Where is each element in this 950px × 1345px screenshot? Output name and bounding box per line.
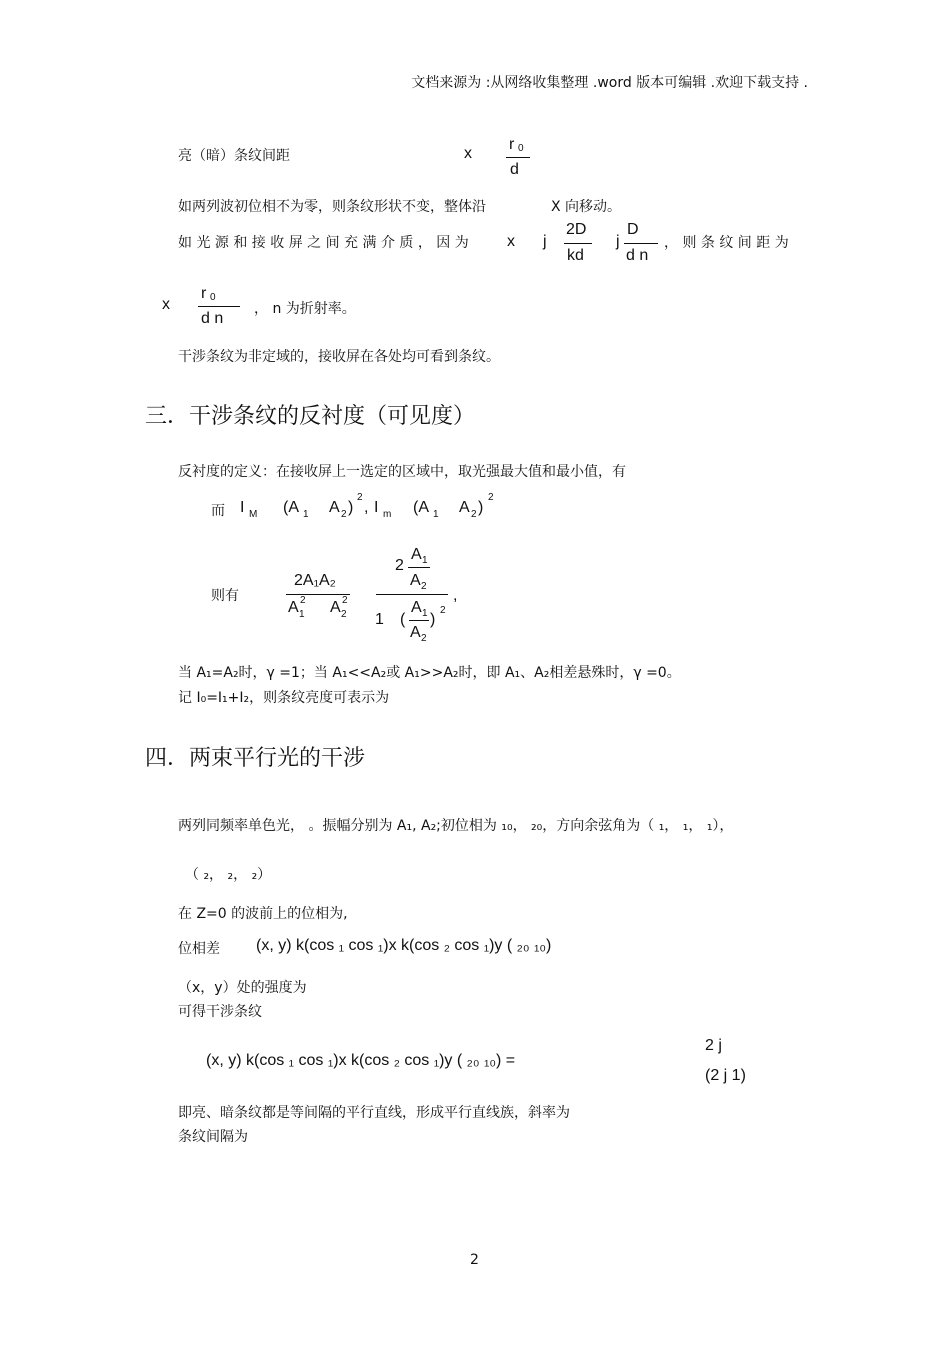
f3-bar xyxy=(198,306,240,307)
phase-diff-label: 位相差 xyxy=(178,941,220,957)
nonlocal-text: 干涉条纹为非定域的，接收屏在各处均可看到条纹。 xyxy=(178,349,500,365)
formula-num-sub: 0 xyxy=(518,143,524,154)
imin-pow: 2 xyxy=(488,492,494,503)
f2-bar2 xyxy=(624,243,658,244)
frac2-A4: A xyxy=(410,624,421,641)
frac1-den-a: A xyxy=(288,599,299,616)
f2-x: x xyxy=(507,233,515,250)
fringe-label: 可得干涉条纹 xyxy=(178,1004,262,1020)
imax-comma: , xyxy=(364,499,369,516)
fringe-eq-right-bottom: (2 j 1) xyxy=(705,1067,746,1084)
f2-num2: D xyxy=(627,221,639,238)
and-label: 而 xyxy=(211,503,225,519)
frac2-one: 1 xyxy=(375,611,384,628)
medium-end: ， 则 条 纹 间 距 为 xyxy=(664,235,789,251)
contrast-definition: 反衬度的定义：在接收屏上一选定的区域中，取光强最大值和最小值，有 xyxy=(178,464,626,480)
frac2-main-bar xyxy=(376,594,448,595)
imax-s2: 2 xyxy=(341,509,347,520)
phase-diff-equation: (x, y) k(cos ₁ cos ₁)x k(cos ₂ cos ₁)y ( ₂₀ ₁₀) xyxy=(256,937,552,954)
imax-I: I xyxy=(240,499,245,516)
z0-text: 在 Z=0 的波前上的位相为, xyxy=(178,906,348,922)
imin-close: ) xyxy=(478,499,484,516)
frac1-den-b-pow: 2 xyxy=(342,595,348,606)
formula-den: d xyxy=(510,161,519,178)
frac1-bar xyxy=(286,594,350,595)
f2-num1: 2D xyxy=(566,221,587,238)
fringe-eq-right-top: 2 j xyxy=(705,1037,722,1054)
section-4-heading: 四．两束平行光的干涉 xyxy=(145,746,366,771)
frac2-lower-bar xyxy=(409,620,429,621)
f3-end: ， n 为折射率。 xyxy=(254,301,356,317)
condition-text: 当 A₁=A₂时，γ =1；当 A₁<<A₂或 A₁>>A₂时，即 A₁、A₂相差悬殊时，γ =0。 xyxy=(178,665,681,681)
frac2-A2: A xyxy=(410,572,421,589)
medium-text: 如 光 源 和 接 收 屏 之 间 充 满 介 质 ， 因 为 xyxy=(178,235,469,251)
frac1-num: 2A₁A₂ xyxy=(294,572,336,589)
frac1-den-a-sub: 1 xyxy=(299,609,305,620)
f3-num-sub: 0 xyxy=(210,292,216,303)
frac2-s2: 2 xyxy=(421,581,427,592)
imin-m: m xyxy=(383,509,392,520)
frac2-A3: A xyxy=(411,599,422,616)
page-header: 文档来源为 :从网络收集整理 .word 版本可编辑 .欢迎下载支持 . xyxy=(411,75,808,91)
fraction-bar xyxy=(506,157,530,158)
frac2-A1: A xyxy=(411,546,422,563)
frac2-s3: 1 xyxy=(422,608,428,619)
section-3-heading: 三．干涉条纹的反衬度（可见度） xyxy=(145,404,476,429)
phase-shift-end: X 向移动。 xyxy=(551,199,622,215)
frac2-comma: , xyxy=(453,587,458,604)
brightness-text: 记 I₀=I₁+I₂，则条纹亮度可表示为 xyxy=(178,690,390,706)
frac2-inner-bar xyxy=(408,567,430,568)
formula-x: x xyxy=(464,145,472,162)
imax-M: M xyxy=(249,509,258,520)
frac2-s1: 1 xyxy=(422,555,428,566)
imin-s4: 2 xyxy=(471,509,477,520)
imax-close: ) xyxy=(348,499,354,516)
waves-intro: 两列同频率单色光， 。振幅分别为 A₁, A₂;初位相为 ₁₀， ₂₀，方向余弦角为（ ₁， ₁， ₁）， xyxy=(178,818,734,834)
imax-open: (A xyxy=(283,499,299,516)
f2-bar1 xyxy=(564,243,592,244)
f3-den: d n xyxy=(201,310,224,327)
imin-open: (A xyxy=(413,499,429,516)
fringe-interval-text: 条纹间隔为 xyxy=(178,1129,248,1145)
frac2-paren-open: ( xyxy=(400,611,406,628)
frac2-pow: 2 xyxy=(440,605,446,616)
imax-pow: 2 xyxy=(357,492,363,503)
imin-I: I xyxy=(374,499,379,516)
f3-x: x xyxy=(162,296,170,313)
frac2-s4: 2 xyxy=(421,633,427,644)
frac2-paren-close: ) xyxy=(430,611,436,628)
formula-num: r xyxy=(509,136,515,153)
f2-j: j xyxy=(543,233,547,250)
parallel-lines-text: 即亮、暗条纹都是等间隔的平行直线，形成平行直线族，斜率为 xyxy=(178,1105,570,1121)
imin-a4: A xyxy=(459,499,470,516)
imin-s3: 1 xyxy=(433,509,439,520)
intensity-label: （x，y）处的强度为 xyxy=(178,980,307,996)
phase-shift-text: 如两列波初位相不为零，则条纹形状不变，整体沿 xyxy=(178,199,486,215)
f2-den2: d n xyxy=(626,247,649,264)
frac2-two: 2 xyxy=(395,557,404,574)
fringe-spacing-label: 亮（暗）条纹间距 xyxy=(178,148,290,164)
f3-num: r xyxy=(201,285,207,302)
frac1-den-a-pow: 2 xyxy=(300,595,306,606)
frac1-den-b: A xyxy=(330,599,341,616)
frac1-den-b-sub: 2 xyxy=(341,609,347,620)
f2-den1: kd xyxy=(567,247,584,264)
fringe-equation: (x, y) k(cos ₁ cos ₁)x k(cos ₂ cos ₁)y ( ₂₀ ₁₀) = xyxy=(206,1052,516,1069)
imax-s1: 1 xyxy=(303,509,309,520)
waves-intro-2: （ ₂， ₂， ₂） xyxy=(185,867,272,883)
imax-a2: A xyxy=(329,499,340,516)
page-number: 2 xyxy=(470,1252,479,1268)
f2-j2: j xyxy=(616,233,620,250)
then-label: 则有 xyxy=(211,588,239,604)
